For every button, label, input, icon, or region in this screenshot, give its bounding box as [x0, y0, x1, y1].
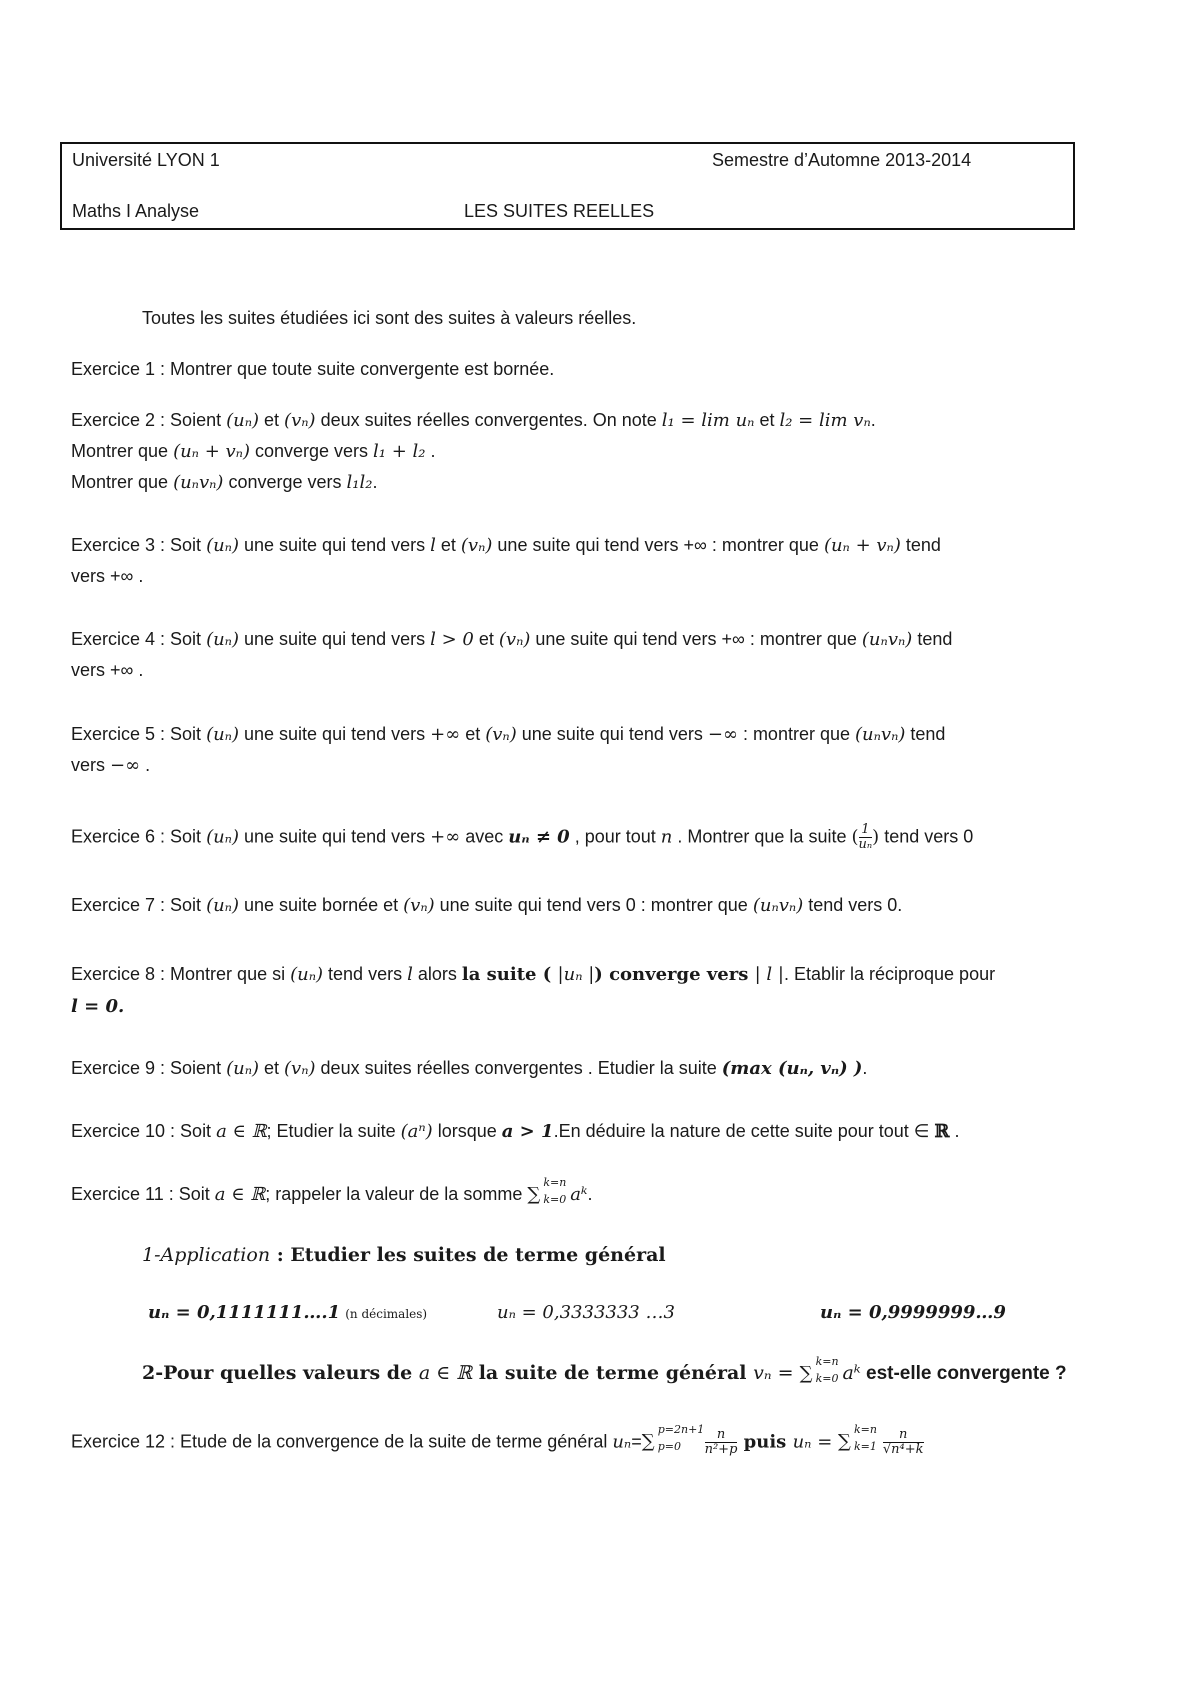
exercise-10: Exercice 10 : Soit a ∈ ℝ; Etudier la suite (aⁿ) lorsque a > 1.En déduire la nature de cette suite pour tout ∈ ℝ . — [71, 1121, 960, 1142]
header-box — [60, 142, 1075, 230]
fraction-n-over-n2-plus-p: $\frac{n}{\text{n²+p}}$ — [704, 1427, 738, 1457]
fraction-1-over-un: $\frac{1}{\text{uₙ}}$ — [858, 822, 873, 852]
course-label: Maths I Analyse — [72, 201, 200, 221]
application-sequence-2: uₙ = 0,3333333 …3 — [497, 1302, 675, 1323]
fraction-n-over-sqrt: $\frac{n}{\text{√n⁴+k}}$ — [882, 1427, 924, 1457]
exercise-1: Exercice 1 : Montrer que toute suite convergente est bornée. — [71, 359, 555, 379]
exercise-8-line-2: l = 0. — [71, 996, 125, 1017]
exercise-4-line-2: vers +∞ . — [71, 660, 144, 680]
question-2: 2-Pour quelles valeurs de a ∈ ℝ la suite de terme général vₙ = ∑ k=n k=0 aᵏ est-elle convergente ? — [142, 1355, 1067, 1385]
exercise-6: Exercice 6 : Soit (uₙ) une suite qui tend vers +∞ avec uₙ ≠ 0 , pour tout n . Montrer que la suite ( $\frac{1}{\text{uₙ}}$ ) tend vers 0 — [71, 822, 974, 852]
document-title: LES SUITES REELLES — [464, 201, 655, 221]
intro-text: Toutes les suites étudiées ici sont des suites à valeurs réelles. — [142, 308, 637, 328]
sum-symbol: ∑ k=n k=0 — [799, 1355, 839, 1385]
exercise-3-line-2: vers +∞ . — [71, 566, 144, 586]
semester-label: Semestre d’Automne 2013-2014 — [712, 150, 972, 170]
exercise-11: Exercice 11 : Soit a ∈ ℝ; rappeler la valeur de la somme ∑ k=n k=0 aᵏ. — [71, 1176, 593, 1206]
exercise-12: Exercice 12 : Etude de la convergence de la suite de terme général uₙ=∑ p=2n+1 p=0 $\frac{n}{\text{n²+p}}$ puis uₙ = ∑ k=n k=1 $\frac{n}{\text{√n⁴+k}}$ — [71, 1423, 924, 1457]
exercise-7: Exercice 7 : Soit (uₙ) une suite bornée et (vₙ) une suite qui tend vers 0 : montrer que (uₙvₙ) tend vers 0. — [71, 895, 903, 916]
sum-symbol: ∑ p=2n+1 p=0 — [641, 1423, 705, 1454]
exercise-9: Exercice 9 : Soient (uₙ) et (vₙ) deux suites réelles convergentes . Etudier la suite (max (uₙ, vₙ) ). — [71, 1058, 868, 1079]
exercise-3-line-1: Exercice 3 : Soit (uₙ) une suite qui tend vers l et (vₙ) une suite qui tend vers +∞ : montrer que (uₙ + vₙ) tend — [71, 535, 941, 556]
application-sequence-3: uₙ = 0,9999999…9 — [820, 1302, 1006, 1323]
exercise-5-line-1: Exercice 5 : Soit (uₙ) une suite qui tend vers +∞ et (vₙ) une suite qui tend vers −∞ : montrer que (uₙvₙ) tend — [71, 724, 946, 745]
exercise-8-line-1: Exercice 8 : Montrer que si (uₙ) tend vers l alors la suite ( |uₙ |) converge vers | l |. Etablir la réciproque pour — [71, 964, 996, 985]
sum-symbol: ∑ k=n k=0 — [527, 1176, 567, 1206]
exercise-2-line-1: Exercice 2 : Soient (uₙ) et (vₙ) deux suites réelles convergentes. On note l₁ = lim uₙ et l₂ = lim vₙ. — [71, 410, 876, 431]
exercise-5-line-2: vers −∞ . — [71, 755, 151, 776]
application-sequence-1: uₙ = 0,1111111….1 (n décimales) — [148, 1302, 428, 1323]
application-heading: 1-Application : Etudier les suites de terme général — [142, 1244, 666, 1266]
sum-symbol: ∑ k=n k=1 — [838, 1423, 877, 1454]
university-label: Université LYON 1 — [72, 150, 220, 170]
exercise-2-line-2: Montrer que (uₙ + vₙ) converge vers l₁ + l₂ . — [71, 441, 436, 462]
exercise-4-line-1: Exercice 4 : Soit (uₙ) une suite qui tend vers l > 0 et (vₙ) une suite qui tend vers +∞ : montrer que (uₙvₙ) tend — [71, 629, 953, 650]
exercise-2-line-3: Montrer que (uₙvₙ) converge vers l₁l₂. — [71, 472, 378, 493]
